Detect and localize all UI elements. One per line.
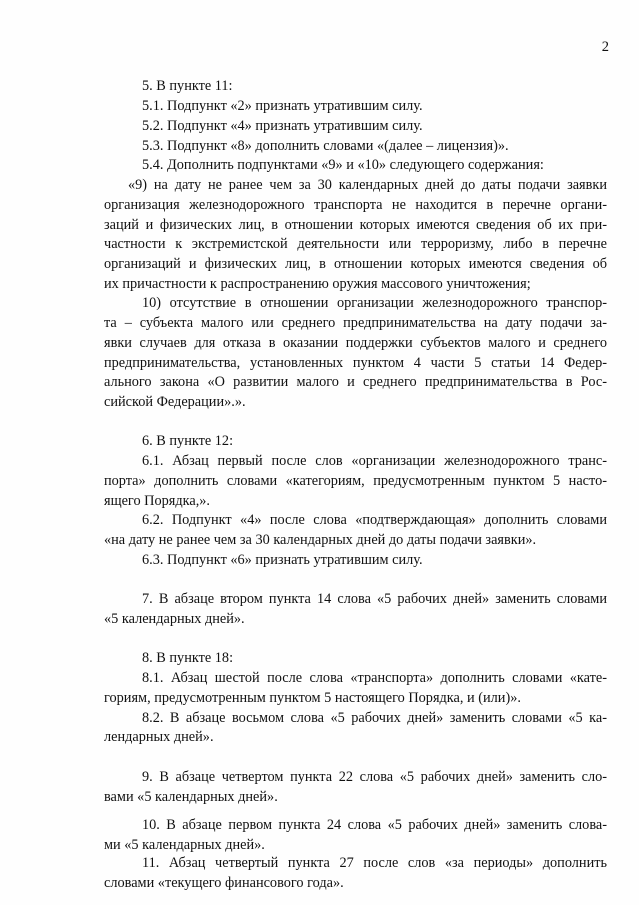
text-line: 6.1. Абзац первый после слов «организации железнодорожного транс-	[142, 453, 607, 469]
text-line: 5.2. Подпункт «4» признать утратившим силу.	[142, 118, 423, 134]
text-line: гориям, предусмотренным пунктом 5 настоящего Порядка, и (или)».	[104, 690, 521, 706]
text-line: 10. В абзаце первом пункта 24 слова «5 рабочих дней» заменить слова-	[142, 817, 607, 833]
text-line: их причастности к распространению оружия массового уничтожения;	[104, 276, 531, 292]
text-line: 10) отсутствие в отношении организации железнодорожного транспор-	[142, 295, 607, 311]
text-line: 7. В абзаце втором пункта 14 слова «5 рабочих дней» заменить словами	[142, 591, 607, 607]
text-line: 11. Абзац четвертый пункта 27 после слов «за периоды» дополнить	[142, 855, 607, 871]
text-line: та – субъекта малого или среднего предпринимательства на дату подачи за-	[104, 315, 607, 331]
text-line: 5. В пункте 11:	[142, 78, 233, 94]
text-line: порта» дополнить словами «категориям, предусмотренным пунктом 5 насто-	[104, 473, 607, 489]
text-line: частности к экстремистской деятельности или терроризму, либо в перечне	[104, 236, 607, 252]
text-line: организаций и физических лиц, в отношении которых имеются сведения об	[104, 256, 607, 272]
text-line: явки случаев для отказа в оказании поддержки субъектов малого и среднего	[104, 335, 607, 351]
text-line: «5 календарных дней».	[104, 611, 245, 627]
text-line: 8.1. Абзац шестой после слова «транспорта» дополнить словами «кате-	[142, 670, 607, 686]
text-line: 6. В пункте 12:	[142, 433, 234, 449]
text-line: 5.4. Дополнить подпунктами «9» и «10» следующего содержания:	[142, 157, 544, 173]
text-line: ального закона «О развитии малого и среднего предпринимательства в Рос-	[104, 374, 607, 390]
text-line: ми «5 календарных дней».	[104, 837, 265, 853]
text-line: ящего Порядка,».	[104, 493, 211, 509]
text-line: «на дату не ранее чем за 30 календарных дней до даты подачи заявки».	[104, 532, 537, 548]
text-line: 8.2. В абзаце восьмом слова «5 рабочих дней» заменить словами «5 ка-	[142, 710, 607, 726]
text-line: 5.1. Подпункт «2» признать утратившим силу.	[142, 98, 423, 114]
text-line: 6.2. Подпункт «4» после слова «подтверждающая» дополнить словами	[142, 512, 607, 528]
text-line: 5.3. Подпункт «8» дополнить словами «(далее – лицензия)».	[142, 138, 509, 154]
text-line: лендарных дней».	[104, 729, 214, 745]
text-line: организация железнодорожного транспорта не находится в перечне органи-	[104, 197, 607, 213]
text-line: заций и физических лиц, в отношении которых имеются сведения об их при-	[104, 217, 607, 233]
text-line: словами «текущего финансового года».	[104, 875, 344, 891]
text-line: «9) на дату не ранее чем за 30 календарных дней до даты подачи заявки	[128, 177, 607, 193]
text-line: предпринимательства, установленных пунктом 4 части 5 статьи 14 Федер-	[104, 355, 607, 371]
text-line: 8. В пункте 18:	[142, 650, 234, 666]
page-number: 2	[601, 39, 609, 55]
text-line: вами «5 календарных дней».	[104, 789, 278, 805]
text-line: 6.3. Подпункт «6» признать утратившим силу.	[142, 552, 423, 568]
text-line: 9. В абзаце четвертом пункта 22 слова «5 рабочих дней» заменить сло-	[142, 769, 607, 785]
text-line: сийской Федерации».».	[104, 394, 246, 410]
